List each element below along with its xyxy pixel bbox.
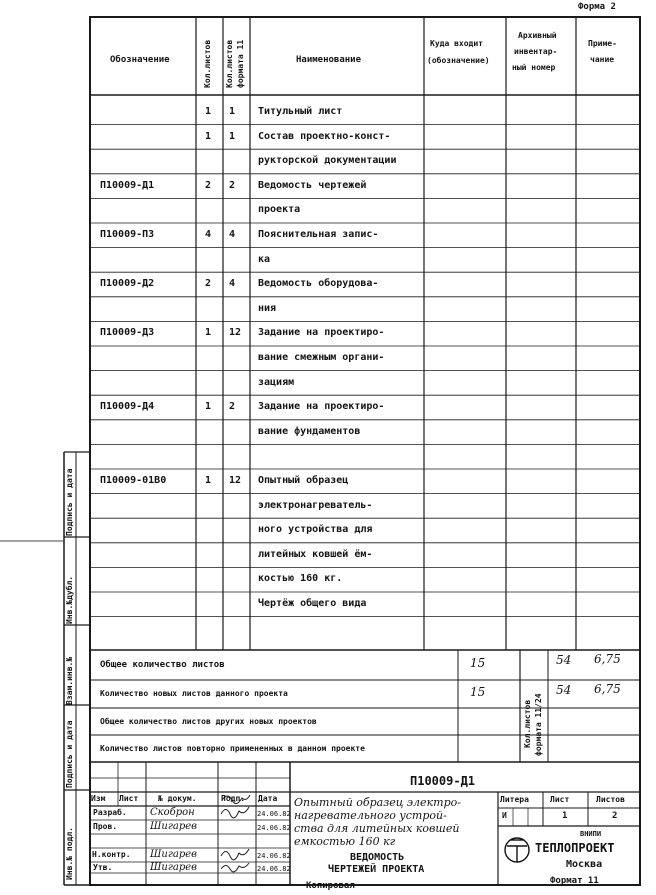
footer-copied: Копировал [306, 881, 355, 891]
row-name: Чертёж общего вида [258, 598, 367, 609]
product-line-1: Опытный образец электро- [294, 796, 461, 809]
sheets-value: 2 [612, 811, 618, 821]
role-normcontrol: Н.контр. [92, 850, 131, 859]
row-designation: П10009-01В0 [100, 475, 167, 486]
header-note-1: Приме- [588, 39, 617, 48]
normcontrol-date: 24.06.82 [257, 852, 291, 860]
product-line-3: ства для литейных ковшей [294, 822, 460, 835]
header-where-2: (обозначение) [427, 56, 490, 65]
product-line-4: емкостью 160 кг [294, 835, 396, 848]
stamp-header-sign: Подп. [221, 794, 246, 803]
row-designation: П10009-Д1 [100, 179, 155, 191]
org-city: Москва [566, 859, 603, 870]
header-note-2: чание [590, 55, 615, 64]
row-sheets-count: 1 [205, 106, 212, 117]
doc-title-1: ВЕДОМОСТЬ [350, 852, 405, 863]
row-designation: П10009-ПЗ [100, 229, 155, 240]
teploproekt-logo-icon [505, 838, 529, 862]
row-name: Ведомость чертежей [258, 179, 367, 191]
row-name: Титульный лист [258, 106, 343, 117]
litera-label: Литера [500, 795, 529, 804]
litera-value: И [502, 811, 507, 820]
row-name: Пояснительная запис- [258, 229, 379, 240]
row-name: зациям [258, 376, 295, 388]
row-sheets-count-a11: 1 [229, 130, 236, 142]
total-sheets-value: 15 [470, 656, 486, 670]
row-sheets-count: 1 [205, 475, 212, 486]
footer-format: Формат 11 [550, 876, 599, 886]
row-name: Задание на проектиро- [258, 401, 385, 413]
header-designation: Обозначение [110, 55, 170, 65]
stamp-header-date: Дата [258, 794, 278, 803]
row-sheets-count: 4 [205, 229, 212, 240]
row-sheets-count: 1 [205, 401, 212, 413]
developer-name: Скоброн [150, 807, 195, 818]
sheets-label: Листов [596, 795, 625, 804]
total-sheets-a11-fmt: 6,75 [594, 652, 621, 666]
role-developer: Разраб. [93, 808, 127, 817]
row-sheets-count-a11: 1 [229, 106, 236, 117]
row-name: проекта [258, 204, 301, 216]
header-sheets-count-a11-2: формата 11 [236, 39, 245, 88]
header-archive-1: Архивный [518, 31, 557, 40]
header-where-1: Куда входит [430, 39, 483, 48]
header-sheets-count-a11-1: Кол.листов [225, 39, 234, 88]
row-sheets-count-a11: 12 [229, 475, 242, 486]
side-replace-inv: Взам.инв.№ [65, 656, 74, 705]
row-name: костью 160 кг. [258, 573, 343, 585]
stamp-header-doc: № докум. [158, 794, 197, 803]
row-sheets-count: 2 [205, 278, 212, 290]
other-projects-label: Общее количество листов других новых проектов [100, 717, 317, 726]
row-name: ния [258, 302, 277, 314]
stamp-header-list: Лист [119, 794, 139, 803]
row-sheets-count: 1 [205, 130, 212, 142]
doc-title-2: ЧЕРТЕЖЕЙ ПРОЕКТА [328, 864, 425, 875]
org-name: ТЕПЛОПРОЕКТ [535, 841, 615, 855]
row-name: Ведомость оборудова- [258, 278, 379, 290]
totals-side-label-2: формата 11/24 [534, 693, 543, 756]
total-sheets-label: Общее количество листов [100, 660, 225, 670]
row-sheets-count-a11: 4 [229, 278, 236, 290]
new-sheets-label: Количество новых листов данного проекта [100, 689, 288, 698]
row-designation: П10009-Д2 [100, 278, 155, 290]
checker-name: Шигарев [150, 821, 198, 832]
new-sheets-a11-fmt: 6,75 [594, 682, 621, 696]
row-designation: П10009-Д4 [100, 401, 155, 413]
sheet-value: 1 [562, 811, 568, 821]
row-designation: П10009-ДЗ [100, 327, 155, 339]
sheet-label: Лист [550, 795, 570, 804]
row-name: электронагреватель- [258, 499, 373, 511]
reused-sheets-label: Количество листов повторно примененных в данном проекте [100, 744, 365, 753]
row-name: вание смежным органи- [258, 352, 385, 363]
role-approver: Утв. [93, 863, 113, 872]
developer-date: 24.06.82 [257, 810, 291, 818]
role-checker: Пров. [93, 822, 118, 831]
header-name: Наименование [296, 55, 362, 65]
org-small: ВНИПИ [580, 830, 602, 838]
side-sign-date-2: Подпись и дата [65, 720, 74, 788]
row-name: литейных ковшей ём- [258, 548, 373, 560]
row-name: Состав проектно-конст- [258, 130, 391, 142]
row-sheets-count-a11: 2 [229, 179, 236, 191]
totals-side-label-1: Кол.листов [523, 699, 532, 748]
row-name: ного устройства для [258, 524, 373, 536]
approver-date: 24.06.82 [257, 865, 291, 873]
header-sheets-count: Кол.листов [203, 39, 212, 88]
row-name: рукторской документации [258, 155, 397, 167]
side-dupl-inv: Инв.№дубл. [65, 575, 74, 624]
product-line-2: нагревательного устрой- [294, 809, 447, 822]
header-archive-2: инвентар- [514, 47, 558, 56]
stamp-header-izm: Изм [91, 794, 106, 803]
total-sheets-a11: 54 [556, 653, 572, 667]
row-sheets-count-a11: 2 [229, 401, 236, 413]
row-sheets-count: 1 [205, 327, 212, 339]
row-sheets-count-a11: 12 [229, 327, 242, 339]
header-archive-3: ный номер [512, 63, 556, 72]
side-sign-date-1: Подпись и дата [65, 468, 74, 536]
row-sheets-count: 2 [205, 179, 212, 191]
stamp-code: П10009-Д1 [410, 774, 476, 788]
row-name: Задание на проектиро- [258, 327, 385, 339]
approver-name: Шигарев [150, 862, 198, 873]
checker-date: 24.06.82 [257, 824, 291, 832]
row-sheets-count-a11: 4 [229, 229, 236, 240]
new-sheets-value: 15 [470, 685, 486, 699]
form-label: Форма 2 [578, 2, 616, 12]
normcontrol-name: Шигарев [150, 849, 198, 860]
new-sheets-a11: 54 [556, 683, 572, 697]
side-orig-inv: Инв.№ подл. [65, 827, 74, 880]
row-name: вание фундаментов [258, 425, 361, 437]
row-name: Опытный образец [258, 475, 349, 486]
row-name: ка [258, 253, 271, 265]
